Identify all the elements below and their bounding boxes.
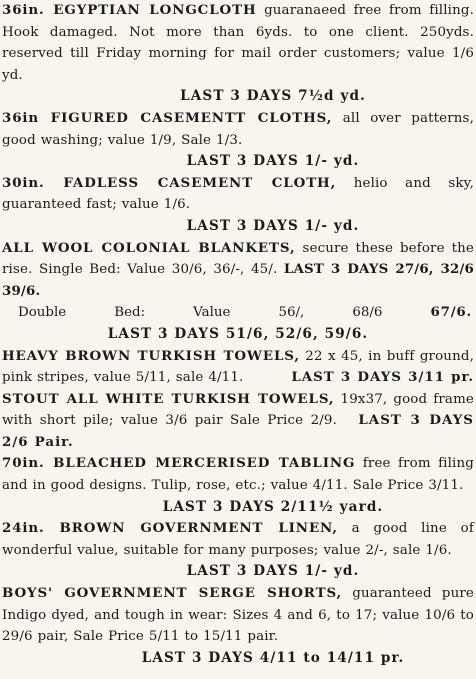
listing-description [2, 238, 474, 303]
price-line: LAST 3 DAYS 1/- yd. [186, 563, 360, 580]
double-value: 56/, [278, 305, 305, 321]
price-line: LAST 3 DAYS 2/11½ yard. [162, 498, 384, 515]
double-value: 68/6 [352, 305, 383, 321]
item-heading: ALL WOOL COLONIAL BLANKETS, [2, 239, 296, 256]
double-label: Double [18, 305, 67, 321]
item-heading: BOYS' GOVERNMENT SERGE SHORTS, [2, 585, 343, 602]
listing-description [2, 453, 474, 496]
item-heading: 24in. BROWN GOVERNMENT LINEN, [2, 520, 338, 537]
listing-heavy-towels [2, 346, 474, 389]
listing-longcloth [2, 0, 474, 108]
item-heading: HEAVY BROWN TURKISH TOWELS, [2, 347, 300, 364]
listing-description [2, 173, 474, 216]
listing-casement-cloth-fadless [2, 173, 474, 238]
item-heading: 30in. FADLESS CASEMENT CLOTH, [2, 174, 337, 191]
listing-description [2, 346, 474, 389]
item-heading: STOUT ALL WHITE TURKISH TOWELS, [2, 390, 335, 407]
value-label: Value [193, 305, 231, 321]
listing-blankets [2, 238, 474, 346]
listing-description [2, 518, 474, 561]
item-details: all over patterns, good washing; value 1/9, Sale 1/3. [2, 110, 474, 148]
listing-description [2, 583, 474, 648]
price-line: LAST 3 DAYS 1/- yd. [186, 153, 360, 170]
listing-white-towels [2, 389, 474, 454]
price-line: LAST 3 DAYS 1/- yd. [186, 217, 360, 234]
item-details: 22 x 45, in buff ground, pink stripes, value 5/11, sale 4/11. [2, 348, 474, 386]
bed-label: Bed: [114, 305, 146, 321]
price-line: LAST 3 DAYS 3/11 pr. [291, 369, 474, 386]
listing-serge-shorts [2, 583, 474, 669]
price-line: LAST 3 DAYS 7½d yd. [180, 88, 366, 105]
single-bed-price: LAST 3 DAYS 27/6, 32/6 39/6. [2, 261, 474, 299]
item-heading: 36in. EGYPTIAN LONGCLOTH [2, 2, 257, 18]
listing-description [2, 108, 474, 151]
price-line: LAST 3 DAYS 4/11 to 14/11 pr. [141, 649, 405, 666]
item-details: free from filing and in good designs. Tulip, rose, etc.; value 4/11. Sale Price 3/11. [2, 456, 474, 494]
item-details: guaranteed pure Indigo dyed, and tough in wear: Sizes 4 and 6, to 17; value 10/6 to 29/6 pair, Sale Price 5/11 to 15/11 pair. [2, 586, 474, 645]
item-details: helio and sky, guaranteed fast; value 1/6. [2, 175, 474, 213]
price-line: LAST 3 DAYS 2/6 Pair. [2, 412, 474, 450]
listing-description [2, 0, 474, 86]
double-bed-row [2, 302, 474, 324]
item-details: a good line of wonderful value, suitable for many purposes; value 2/-, sale 1/6. [2, 521, 474, 558]
item-details: guaranaeed free from filling. Hook damaged. Not more than 6yds. to one client. 250yds. reserved till Friday morning for mail order customers; value 1/6 yd. [2, 3, 474, 83]
item-details: 19x37, good frame with short pile; value 3/6 pair Sale Price 2/9. [2, 391, 474, 429]
price-line: LAST 3 DAYS 51/6, 52/6, 59/6. [107, 325, 369, 342]
listing-description [2, 389, 474, 454]
listing-government-linen [2, 518, 474, 583]
listing-casement-cloths [2, 108, 474, 173]
item-details: secure these before the rise. Single Bed: Value 30/6, 36/-, 45/. [2, 240, 474, 278]
listing-tabling [2, 453, 474, 518]
item-heading: 70in. BLEACHED MERCERISED TABLING [2, 455, 356, 472]
double-value: 67/6. [430, 304, 472, 321]
item-heading: 36in FIGURED CASEMENTT CLOTHS, [2, 109, 333, 126]
